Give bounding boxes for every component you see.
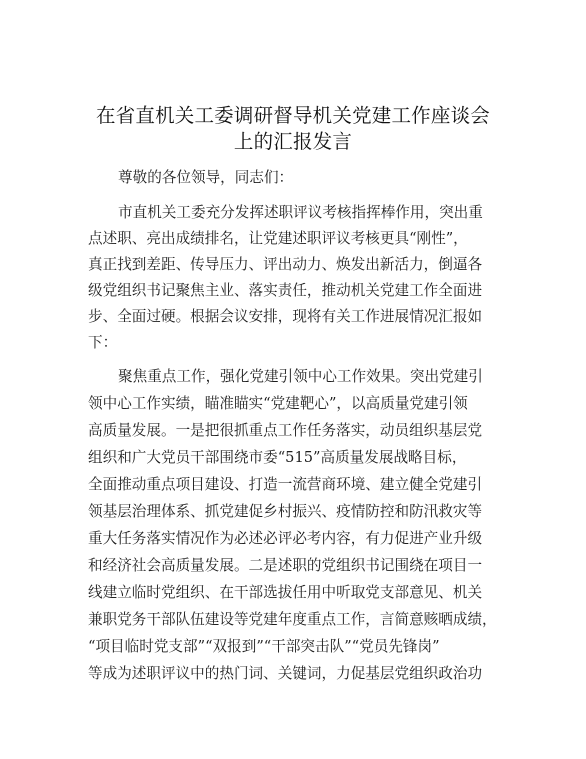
paragraph-line: 点述职、亮出成绩排名，让党建述职评议考核更具“刚性”， xyxy=(88,230,468,247)
paragraph-line: 重大任务落实情况作为必述必评必考内容，有力促进产业升级 xyxy=(88,530,483,547)
paragraph-line: 组织和广大党员干部围绕市委“515”高质量发展战略目标， xyxy=(88,449,467,466)
paragraph-line: 真正找到差距、传导压力、评出动力、焕发出新活力，倒逼各 xyxy=(88,256,483,273)
paragraph-line: 和经济社会高质量发展。二是述职的党组织书记围绕在项目一 xyxy=(88,557,483,574)
paragraph-line: “项目临时党支部”“双报到”“干部突击队”“党员先锋岗” xyxy=(88,638,440,655)
paragraph-line: 兼职党务干部队伍建设等党建年度重点工作，言简意赅晒成绩， xyxy=(88,611,497,628)
title-line: 在省直机关工委调研督导机关党建工作座谈会 xyxy=(95,104,490,127)
paragraph-line: 步、全面过硬。根据会议安排，现将有关工作进展情况汇报如 xyxy=(88,308,483,325)
paragraph-line: 领基层治理体系、抓党建促乡村振兴、疫情防控和防汛救灾等 xyxy=(88,503,483,520)
paragraph-line: 全面推动重点项目建设、打造一流营商环境、建立健全党建引 xyxy=(88,476,483,493)
document-title xyxy=(60,103,526,155)
salutation: 尊敬的各位领导，同志们： xyxy=(118,169,294,186)
paragraph-line: 市直机关工委充分发挥述职评议考核指挥棒作用，突出重 xyxy=(118,204,483,221)
title-line: 上的汇报发言 xyxy=(233,130,353,153)
paragraph-line: 聚焦重点工作，强化党建引领中心工作效果。突出党建引 xyxy=(118,368,483,385)
paragraph-line: 高质量发展。一是把很抓重点工作任务落实，动员组织基层党 xyxy=(88,422,483,439)
paragraph-line: 领中心工作实绩，瞄准瞄实“党建靶心”，以高质量党建引领 xyxy=(88,395,468,412)
paragraph-line: 下： xyxy=(88,334,118,351)
paragraph-line: 等成为述职评议中的热门词、关键词，力促基层党组织政治功 xyxy=(88,665,483,682)
paragraph-line: 级党组织书记聚焦主业、落实责任，推动机关党建工作全面进 xyxy=(88,282,483,299)
paragraph-line: 线建立临时党组织、在干部选拔任用中听取党支部意见、机关 xyxy=(88,584,483,601)
